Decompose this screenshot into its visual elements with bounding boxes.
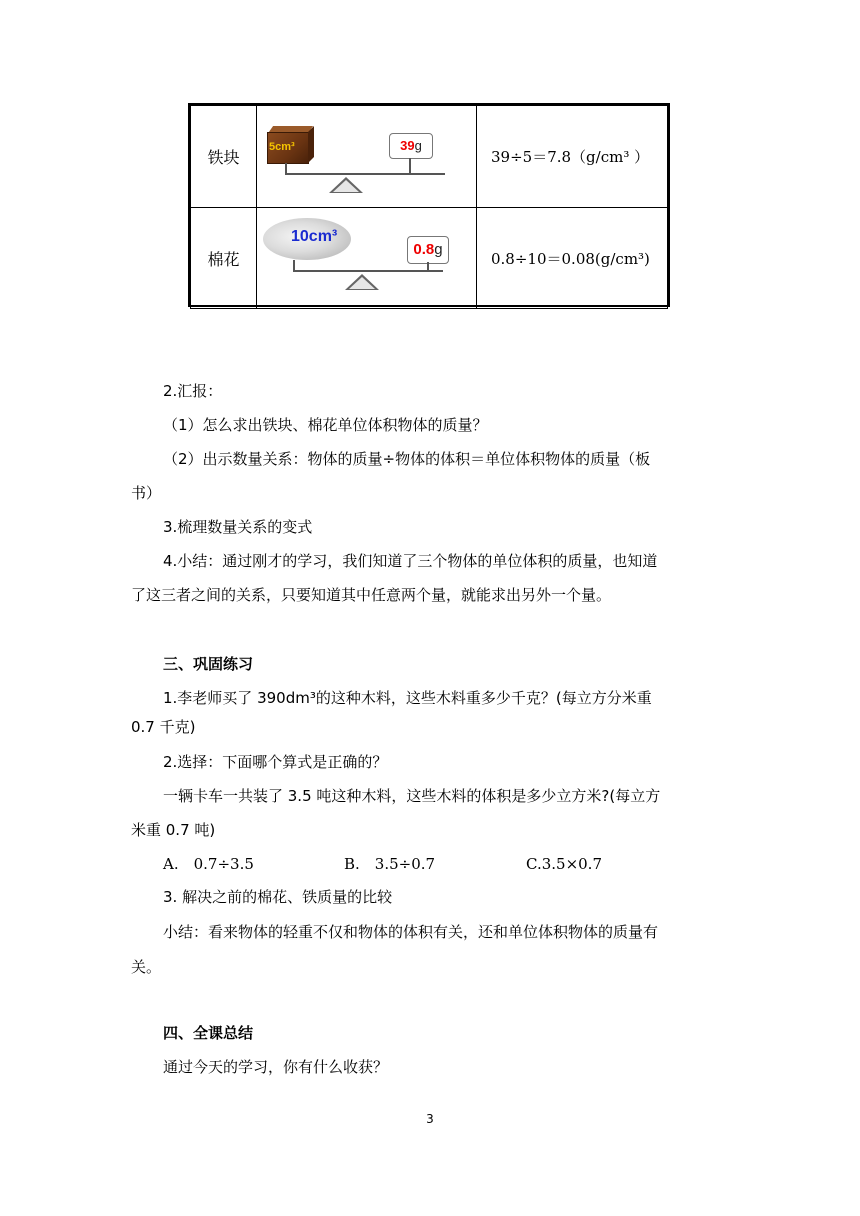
balance-fulcrum-icon [329, 177, 363, 193]
iron-weight-value: 39 [400, 137, 415, 153]
cotton-volume-label: 10cm³ [291, 228, 338, 245]
cotton-scale-illustration [257, 208, 477, 309]
iron-weight-unit: g [414, 137, 422, 153]
exercise-1-line-1: 1.李老师买了 390dm³的这种木料，这些木料重多少千克？(每立方分米重 [163, 689, 652, 707]
exercise-2-line-1: 一辆卡车一共装了 3.5 吨这种木料，这些木料的体积是多少立方米?(每立方 [163, 787, 661, 805]
balance-beam [285, 173, 445, 175]
conclusion-line-1: 小结：看来物体的轻重不仅和物体的体积有关，还和单位体积物体的质量有 [163, 923, 659, 941]
summary-line-2: 了这三者之间的关系，只要知道其中任意两个量，就能求出另外一个量。 [131, 586, 612, 604]
row-name-iron: 铁块 [191, 106, 257, 208]
exercise-2-options [163, 850, 783, 878]
table-row-cotton [191, 208, 668, 309]
section-3-heading: 三、巩固练习 [163, 655, 254, 673]
table-row-iron [191, 106, 668, 208]
density-table [188, 103, 670, 307]
conclusion-line-2: 关。 [131, 958, 162, 976]
row-name-cotton: 棉花 [191, 208, 257, 309]
section-4-heading: 四、全课总结 [163, 1024, 254, 1042]
report-question-2-line-1: （2）出示数量关系：物体的质量÷物体的体积＝单位体积物体的质量（板 [163, 450, 651, 468]
report-question-2-line-2: 书） [131, 484, 162, 502]
iron-scale-illustration [257, 106, 477, 208]
iron-formula: 39÷5＝7.8（g/cm³ ） [477, 106, 668, 208]
item-3: 3.梳理数量关系的变式 [163, 518, 313, 536]
iron-volume-label: 5cm³ [269, 140, 295, 153]
option-a: A. 0.7÷3.5 [163, 855, 254, 873]
iron-weight-readout [389, 133, 433, 159]
exercise-2-line-2: 米重 0.7 吨) [131, 821, 216, 839]
exercise-1-line-2: 0.7 千克) [131, 718, 196, 736]
report-title: 2.汇报： [163, 382, 223, 400]
cotton-weight-value: 0.8 [413, 241, 435, 258]
summary-line-1: 4.小结：通过刚才的学习，我们知道了三个物体的单位体积的质量，也知道 [163, 552, 658, 570]
option-c: C.3.5×0.7 [526, 855, 602, 873]
balance-beam [293, 270, 443, 272]
option-b: B. 3.5÷0.7 [344, 855, 436, 873]
page-number: 3 [426, 1112, 434, 1126]
exercise-2-title: 2.选择：下面哪个算式是正确的？ [163, 753, 388, 771]
final-question: 通过今天的学习，你有什么收获？ [163, 1058, 389, 1076]
exercise-3: 3. 解决之前的棉花、铁质量的比较 [163, 888, 393, 906]
report-question-1: （1）怎么求出铁块、棉花单位体积物体的质量？ [163, 416, 488, 434]
cotton-weight-unit: g [434, 241, 443, 258]
balance-fulcrum-icon [345, 274, 379, 290]
cotton-weight-readout [407, 236, 449, 264]
cotton-formula: 0.8÷10＝0.08(g/cm³) [477, 208, 668, 309]
